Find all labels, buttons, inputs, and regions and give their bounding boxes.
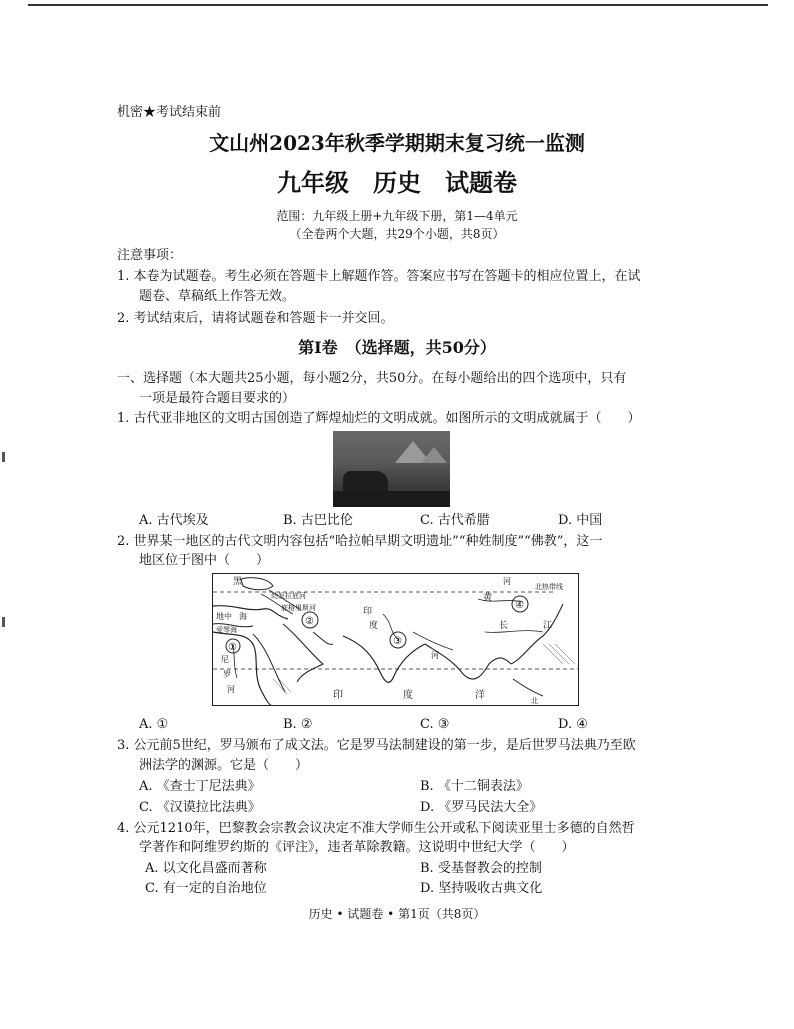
map-label-indus-2: 度 xyxy=(369,621,379,631)
q4-option-c: C. 有一定的自治地位 xyxy=(145,881,267,896)
map-label-nile-2: 罗 xyxy=(223,670,231,679)
map-graphic xyxy=(213,574,578,705)
map-label-ocean-1: 印 xyxy=(333,690,343,701)
confidential-label: 机密★考试结束前 xyxy=(117,105,222,120)
scan-edge-mark xyxy=(2,617,5,627)
q2-option-d: D. ④ xyxy=(558,717,588,732)
map-label-yellow-1: 黄 xyxy=(483,593,493,603)
note-2: 2. 考试结束后，请将试题卷和答题卡一并交回。 xyxy=(117,311,394,326)
exam-title: 文山州2023年秋季学期期末复习统一监测 xyxy=(209,131,585,155)
map-label-tropic: 北热带线 xyxy=(535,583,563,591)
ancient-civilizations-map xyxy=(212,573,579,706)
map-label-nile-1: 尼 xyxy=(221,655,229,664)
map-label-black-sea: 黑 xyxy=(233,577,243,587)
map-marker-4: ④ xyxy=(515,600,524,611)
sphinx-pyramid-photo xyxy=(333,431,450,507)
q3-option-a: A. 《查士丁尼法典》 xyxy=(139,779,261,794)
map-label-aegean: 爱琴海 xyxy=(216,626,237,634)
section-instruction-line-2: 一项是最符合题目要求的） xyxy=(139,391,296,406)
map-marker-1: ① xyxy=(228,642,237,653)
note-1-line-2: 题卷、草稿纸上作答无效。 xyxy=(139,289,296,304)
map-label-euphrates: 幼发拉底河 xyxy=(271,592,306,600)
question-4-stem-line-2: 学著作和阿维罗约斯的《评注》，违者革除教籍。这说明中世纪大学（ ） xyxy=(139,840,575,855)
section-instruction-line-1: 一、选择题（本大题共25小题，每小题2分，共50分。在每小题给出的四个选项中，只有 xyxy=(117,371,627,386)
question-2-stem-line-1: 2. 世界某一地区的古代文明内容包括“哈拉帕早期文明遗址”“种姓制度”“佛教”，这一 xyxy=(117,534,603,549)
q1-option-b: B. 古巴比伦 xyxy=(283,513,353,528)
section-title: 第Ⅰ卷 （选择题，共50分） xyxy=(298,338,496,357)
map-marker-3: ③ xyxy=(393,636,402,647)
question-1-stem: 1. 古代亚非地区的文明古国创造了辉煌灿烂的文明成就。如图所示的文明成就属于（ ） xyxy=(117,411,641,426)
map-label-yangtze-1: 长 xyxy=(499,621,509,631)
q3-option-c: C. 《汉谟拉比法典》 xyxy=(139,800,261,815)
q2-option-c: C. ③ xyxy=(420,717,450,732)
map-label-yangtze-2: 江 xyxy=(543,621,553,631)
scan-top-border xyxy=(28,4,768,6)
notes-heading: 注意事项： xyxy=(117,248,183,263)
map-marker-2: ② xyxy=(305,616,314,627)
question-3-stem-line-1: 3. 公元前5世纪，罗马颁布了成文法。它是罗马法制建设的第一步，是后世罗马法典乃至欧 xyxy=(117,738,636,753)
map-label-indus-1: 印 xyxy=(363,607,373,617)
exam-scope: 范围：九年级上册+九年级下册，第1—4单元 xyxy=(276,209,518,223)
note-1-line-1: 1. 本卷为试题卷。考生必须在答题卡上解题作答。答案应书写在答题卡的相应位置上，在试 xyxy=(117,269,641,284)
map-label-tigris: 底格里斯河 xyxy=(281,604,316,612)
q4-option-d: D. 坚持吸收古典文化 xyxy=(420,881,543,896)
q4-option-b: B. 受基督教会的控制 xyxy=(420,861,542,876)
q2-option-b: B. ② xyxy=(283,717,313,732)
map-label-med-1: 地中 xyxy=(216,612,232,621)
map-label-north: 北 xyxy=(531,697,538,705)
q1-option-d: D. 中国 xyxy=(558,513,603,528)
exam-composition: （全卷两个大题，共29个小题，共8页） xyxy=(289,227,505,241)
page-footer: 历史 • 试题卷 • 第1页（共8页） xyxy=(308,907,486,921)
map-label-nile-3: 河 xyxy=(227,685,235,694)
question-2-stem-line-2: 地区位于图中（ ） xyxy=(139,553,270,568)
scan-edge-mark xyxy=(2,452,5,462)
exam-subtitle: 九年级 历史 试题卷 xyxy=(277,168,517,197)
q1-option-c: C. 古代希腊 xyxy=(420,513,490,528)
map-label-ganges: 河 xyxy=(431,651,439,660)
map-label-yellow-2: 河 xyxy=(503,577,511,586)
question-3-stem-line-2: 洲法学的渊源。它是（ ） xyxy=(139,758,309,773)
question-4-stem-line-1: 4. 公元1210年，巴黎教会宗教会议决定不准大学师生公开或私下阅读亚里士多德的自然哲 xyxy=(117,821,635,836)
q3-option-b: B. 《十二铜表法》 xyxy=(420,779,529,794)
q1-option-a: A. 古代埃及 xyxy=(139,513,209,528)
map-label-ocean-2: 度 xyxy=(403,690,413,701)
q2-option-a: A. ① xyxy=(139,717,169,732)
map-label-med-2: 海 xyxy=(239,612,247,621)
q3-option-d: D. 《罗马民法大全》 xyxy=(420,800,543,815)
q4-option-a: A. 以文化昌盛而著称 xyxy=(145,861,267,876)
map-label-ocean-3: 洋 xyxy=(475,690,485,701)
